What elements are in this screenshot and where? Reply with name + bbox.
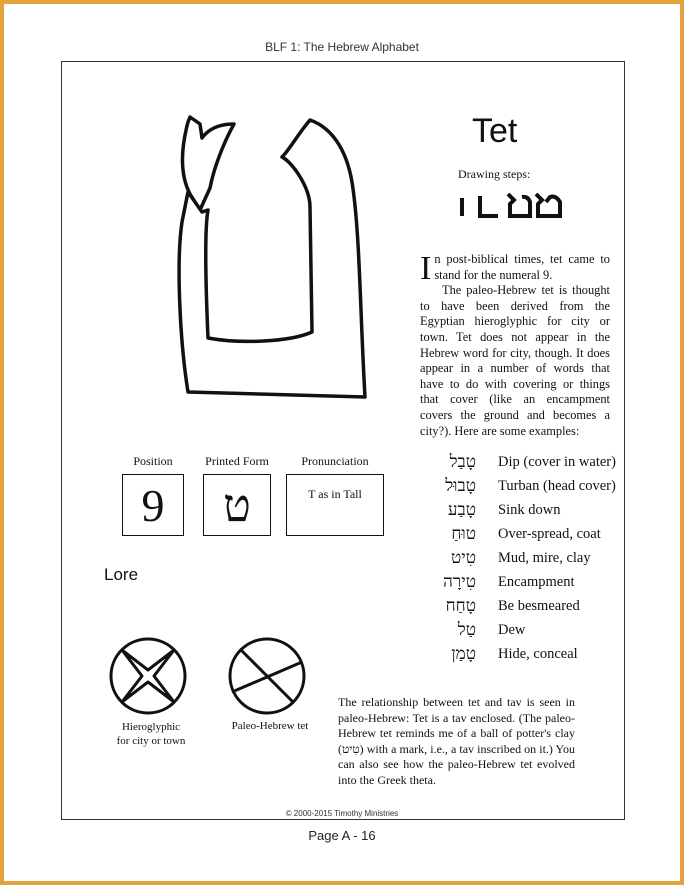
printed-form-label: Printed Form <box>205 454 269 468</box>
hebrew-word: טַל <box>457 620 476 640</box>
drop-cap: I <box>420 250 432 287</box>
list-item <box>420 642 620 666</box>
word-meaning: Turban (head cover) <box>498 477 616 494</box>
pronunciation-value: T as in Tall <box>286 474 384 536</box>
caption-line: for city or town <box>116 735 186 747</box>
drawing-steps-icon <box>456 186 566 222</box>
copyright: © 2000-2015 Timothy Ministries <box>285 809 399 818</box>
word-meaning: Mud, mire, clay <box>498 549 591 566</box>
caption-line: Hieroglyphic <box>121 721 181 733</box>
main-text <box>420 252 610 439</box>
printed-form-value: ט <box>203 474 271 536</box>
hebrew-word: טָחַח <box>445 596 476 616</box>
paragraph-1 <box>420 250 610 287</box>
tet-tav-note: The relationship between tet and tav is seen in paleo-Hebrew: Tet is a tav enclosed. (The paleo-Hebrew tet reminds me of a ball of potter's clay (טִיט) with a mark, i.e., a tav inscribed on it.) You can also see how the paleo-Hebrew tet evolved into the Greek theta. <box>338 695 575 787</box>
list-item <box>420 522 620 546</box>
document-title: BLF 1: The Hebrew Alphabet <box>265 40 419 54</box>
word-meaning: Be besmeared <box>498 597 580 614</box>
pronunciation-label: Pronunciation <box>301 454 369 468</box>
hebrew-word: טָבַל <box>449 452 476 472</box>
word-meaning: Hide, conceal <box>498 645 578 662</box>
hieroglyphic-city-icon <box>108 636 188 716</box>
hebrew-word: טִירָה <box>443 572 476 592</box>
lore-heading: Lore <box>104 565 139 584</box>
hebrew-word: טִיט <box>451 548 476 568</box>
list-item <box>420 570 620 594</box>
paleo-hebrew-caption: Paleo-Hebrew tet <box>231 720 309 732</box>
word-meaning: Sink down <box>498 501 561 518</box>
list-item <box>420 546 620 570</box>
list-item <box>420 498 620 522</box>
position-label: Position <box>133 454 173 468</box>
list-item <box>420 474 620 498</box>
letter-name: Tet <box>472 112 518 150</box>
hieroglyphic-caption <box>96 720 206 748</box>
example-words-list <box>420 450 620 666</box>
list-item <box>420 594 620 618</box>
paragraph-2: The paleo-Hebrew tet is thought to have been derived from the Egyptian hieroglyphic for city or town. Tet does not appear in the Hebrew word for city, though. It does appear in a number of words that have to do with covering or things that cover (like an encampment covers the ground and becomes a city?). Here are some examples: <box>420 283 610 438</box>
page-number: Page A - 16 <box>308 828 376 843</box>
word-meaning: Encampment <box>498 573 575 590</box>
hebrew-word: טָבַע <box>447 500 476 520</box>
list-item <box>420 450 620 474</box>
large-tet-letter-icon <box>160 112 370 412</box>
hebrew-word: טָמַן <box>451 644 476 664</box>
position-value: 9 <box>122 474 184 536</box>
paragraph-1-text: n post-biblical times, tet came to stand for the numeral 9. <box>434 252 610 282</box>
hebrew-word: טוּחַ <box>451 524 476 544</box>
word-meaning: Over-spread, coat <box>498 525 601 542</box>
word-meaning: Dew <box>498 621 526 638</box>
word-meaning: Dip (cover in water) <box>498 453 616 470</box>
hebrew-word: טָבוּל <box>445 476 476 496</box>
drawing-steps-label: Drawing steps: <box>458 167 531 181</box>
paleo-hebrew-tet-icon <box>227 636 307 716</box>
list-item <box>420 618 620 642</box>
